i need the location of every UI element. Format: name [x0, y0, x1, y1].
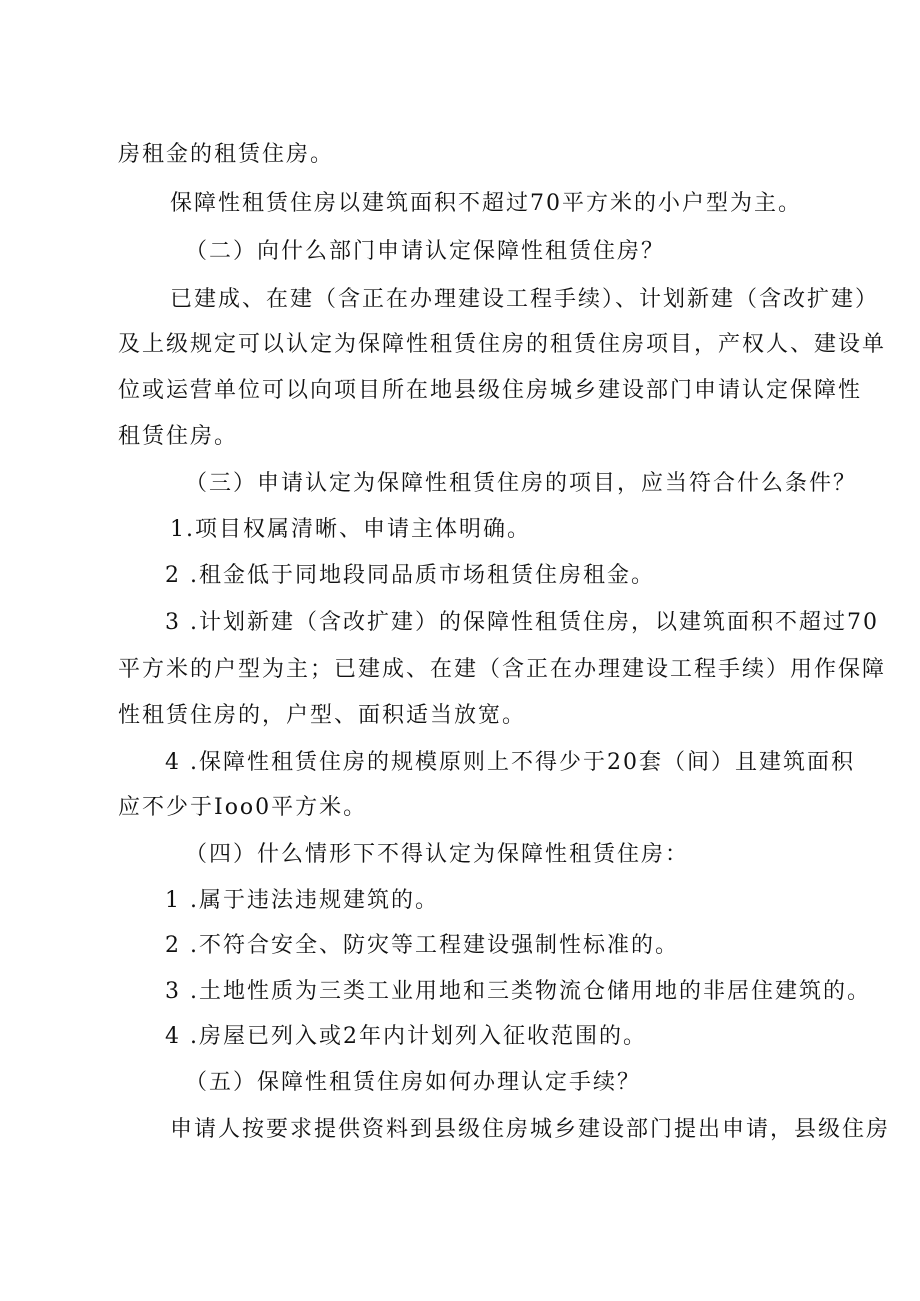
list-item: 2 .租金低于同地段同品质市场租赁住房租金。	[165, 563, 655, 588]
list-item: 3 .土地性质为三类工业用地和三类物流仓储用地的非居住建筑的。	[165, 979, 871, 1004]
list-item: 2 .不符合安全、防灾等工程建设强制性标准的。	[165, 933, 679, 958]
paragraph-line: 申请人按要求提供资料到县级住房城乡建设部门提出申请，县级住房	[170, 1117, 891, 1142]
list-item: 1 .属于违法违规建筑的。	[165, 888, 439, 913]
paragraph-line: 位或运营单位可以向项目所在地县级住房城乡建设部门申请认定保障性	[118, 378, 863, 403]
paragraph-line: 性租赁住房的，户型、面积适当放宽。	[118, 703, 527, 728]
list-item: 4 .房屋已列入或2年内计划列入征收范围的。	[165, 1024, 647, 1049]
list-item: 4 .保障性租赁住房的规模原则上不得少于20套（间）且建筑面积	[165, 750, 855, 775]
paragraph-line: 平方米的户型为主；已建成、在建（含正在办理建设工程手续）用作保障	[118, 657, 887, 682]
section-heading-2: （二）向什么部门申请认定保障性租赁住房？	[185, 239, 666, 264]
section-heading-4: （四）什么情形下不得认定为保障性租赁住房：	[185, 842, 690, 867]
section-heading-5: （五）保障性租赁住房如何办理认定手续？	[185, 1070, 642, 1095]
paragraph-line: 已建成、在建（含正在办理建设工程手续）、计划新建（含改扩建）	[170, 287, 880, 312]
paragraph-line: 应不少于Ioo0平方米。	[118, 795, 368, 820]
paragraph-line: 租赁住房。	[118, 424, 239, 449]
paragraph-continuation: 房租金的租赁住房。	[118, 142, 335, 167]
paragraph-small-units: 保障性租赁住房以建筑面积不超过70平方米的小户型为主。	[170, 191, 802, 216]
list-item: 3 .计划新建（含改扩建）的保障性租赁住房，以建筑面积不超过70	[165, 610, 879, 635]
list-item: 1.项目权属清晰、申请主体明确。	[170, 517, 531, 542]
section-heading-3: （三）申请认定为保障性租赁住房的项目，应当符合什么条件？	[185, 471, 858, 496]
paragraph-line: 及上级规定可以认定为保障性租赁住房的租赁住房项目，产权人、建设单	[118, 332, 887, 357]
